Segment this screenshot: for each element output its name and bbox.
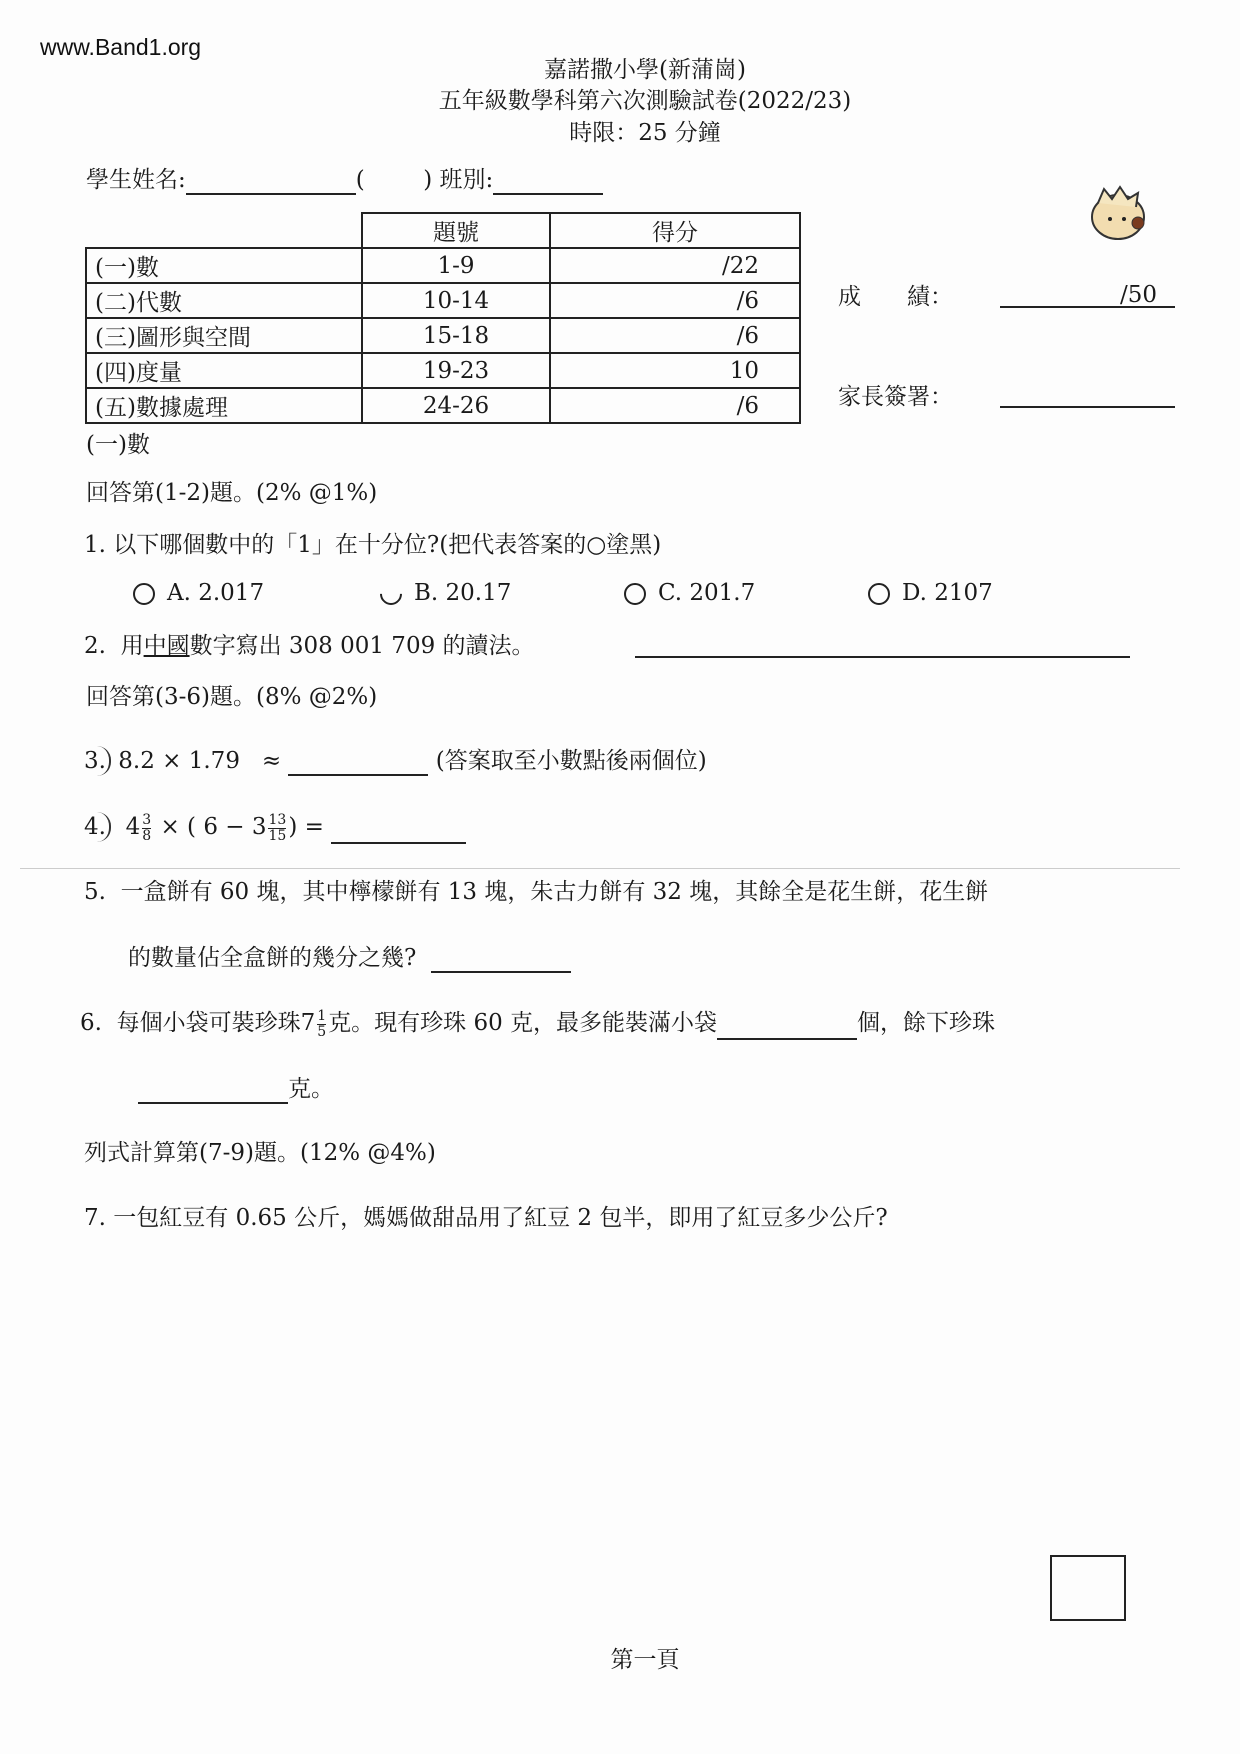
fold-line — [20, 868, 1180, 869]
table-header-row — [86, 213, 800, 248]
question-5: 5. 一盒餅有 60 塊，其中檸檬餅有 13 塊，朱古力餅有 32 塊，其餘全是花生餅，花生餅 — [84, 879, 989, 905]
instruction-7-9: 列式計算第(7-9)題。(12% @4%) — [84, 1140, 436, 1166]
questions-cell: 1-9 — [362, 248, 550, 283]
score-cell: /22 — [550, 248, 800, 283]
radio-partial-icon — [375, 578, 406, 609]
parent-signature-field[interactable] — [1000, 406, 1175, 408]
table-row — [86, 353, 800, 388]
question-6: 6. 每個小袋可裝珍珠7 $\frac{1}{5}$ 克。現有珍珠 60 克，最多能裝滿小袋 個，餘下珍珠 — [80, 1007, 996, 1040]
total-max: /50 — [1120, 282, 1158, 308]
page-number: 第一頁 — [610, 1647, 680, 1673]
header-score: 得分 — [550, 213, 800, 248]
table-row — [86, 248, 800, 283]
section-cell: (五)數據處理 — [86, 388, 362, 423]
answer-line-q2[interactable] — [635, 656, 1130, 658]
exam-title: 五年級數學科第六次測驗試卷(2022/23) — [438, 88, 852, 114]
answer-line-q4[interactable] — [331, 820, 466, 844]
radio-icon — [133, 583, 155, 605]
answer-line-q5[interactable] — [431, 949, 571, 973]
header-questions: 題號 — [362, 213, 550, 248]
watermark: www.Band1.org — [40, 34, 202, 60]
parent-signature-label: 家長簽署： — [838, 384, 953, 410]
name-label: 學生姓名: — [86, 167, 186, 193]
score-cell: /6 — [550, 318, 800, 353]
score-cell: /6 — [550, 283, 800, 318]
option-c[interactable]: C. 201.7 — [624, 580, 755, 606]
question-6-cont: 克。 — [138, 1074, 334, 1104]
question-2: 2. 用中國數字寫出 308 001 709 的讀法。 — [84, 633, 535, 659]
marks-box — [1050, 1555, 1126, 1621]
class-number-field[interactable]: ( ) — [355, 167, 433, 193]
name-field[interactable] — [186, 171, 356, 195]
table-row — [86, 388, 800, 423]
score-table — [85, 212, 801, 424]
answer-line-q6b[interactable] — [138, 1080, 288, 1104]
option-a[interactable]: A. 2.017 — [133, 580, 264, 606]
answer-line-q6a[interactable] — [717, 1016, 857, 1040]
answer-line-q3[interactable] — [288, 752, 428, 776]
radio-icon — [624, 583, 646, 605]
instruction-1-2: 回答第(1-2)題。(2% @1%) — [86, 480, 378, 506]
section-title: (一)數 — [86, 432, 150, 458]
question-4: 4. 4 $\frac{3}{8}$ × ( 6 − 3 $\frac{13}{15}$ ) = — [84, 812, 466, 844]
class-field[interactable] — [493, 171, 603, 195]
option-d[interactable]: D. 2107 — [868, 580, 993, 606]
table-row — [86, 283, 800, 318]
section-cell: (四)度量 — [86, 353, 362, 388]
question-3: 3. 8.2 × 1.79 ≈ (答案取至小數點後兩個位) — [84, 748, 707, 774]
time-limit: 時限：25 分鐘 — [569, 120, 721, 146]
school-name: 嘉諾撒小學(新蒲崗) — [544, 57, 746, 83]
question-1: 1. 以下哪個數中的「1」在十分位?(把代表答案的○塗黑) — [84, 532, 662, 558]
instruction-3-6: 回答第(3-6)題。(8% @2%) — [86, 684, 378, 710]
questions-cell: 19-23 — [362, 353, 550, 388]
option-b[interactable]: B. 20.17 — [380, 580, 511, 606]
section-cell: (三)圖形與空間 — [86, 318, 362, 353]
questions-cell: 10-14 — [362, 283, 550, 318]
total-label: 成 績： — [838, 284, 953, 310]
student-info — [86, 165, 603, 195]
table-row — [86, 318, 800, 353]
score-cell: /6 — [550, 388, 800, 423]
question-7: 7. 一包紅豆有 0.65 公斤，媽媽做甜品用了紅豆 2 包半，即用了紅豆多少公斤? — [84, 1205, 888, 1231]
mascot-icon — [1080, 175, 1160, 255]
section-cell: (二)代數 — [86, 283, 362, 318]
section-cell: (一)數 — [86, 248, 362, 283]
questions-cell: 24-26 — [362, 388, 550, 423]
score-cell: 10 — [550, 353, 800, 388]
question-5-cont: 的數量佔全盒餅的幾分之幾? — [128, 943, 571, 973]
class-label: 班別: — [439, 167, 494, 193]
questions-cell: 15-18 — [362, 318, 550, 353]
radio-icon — [868, 583, 890, 605]
